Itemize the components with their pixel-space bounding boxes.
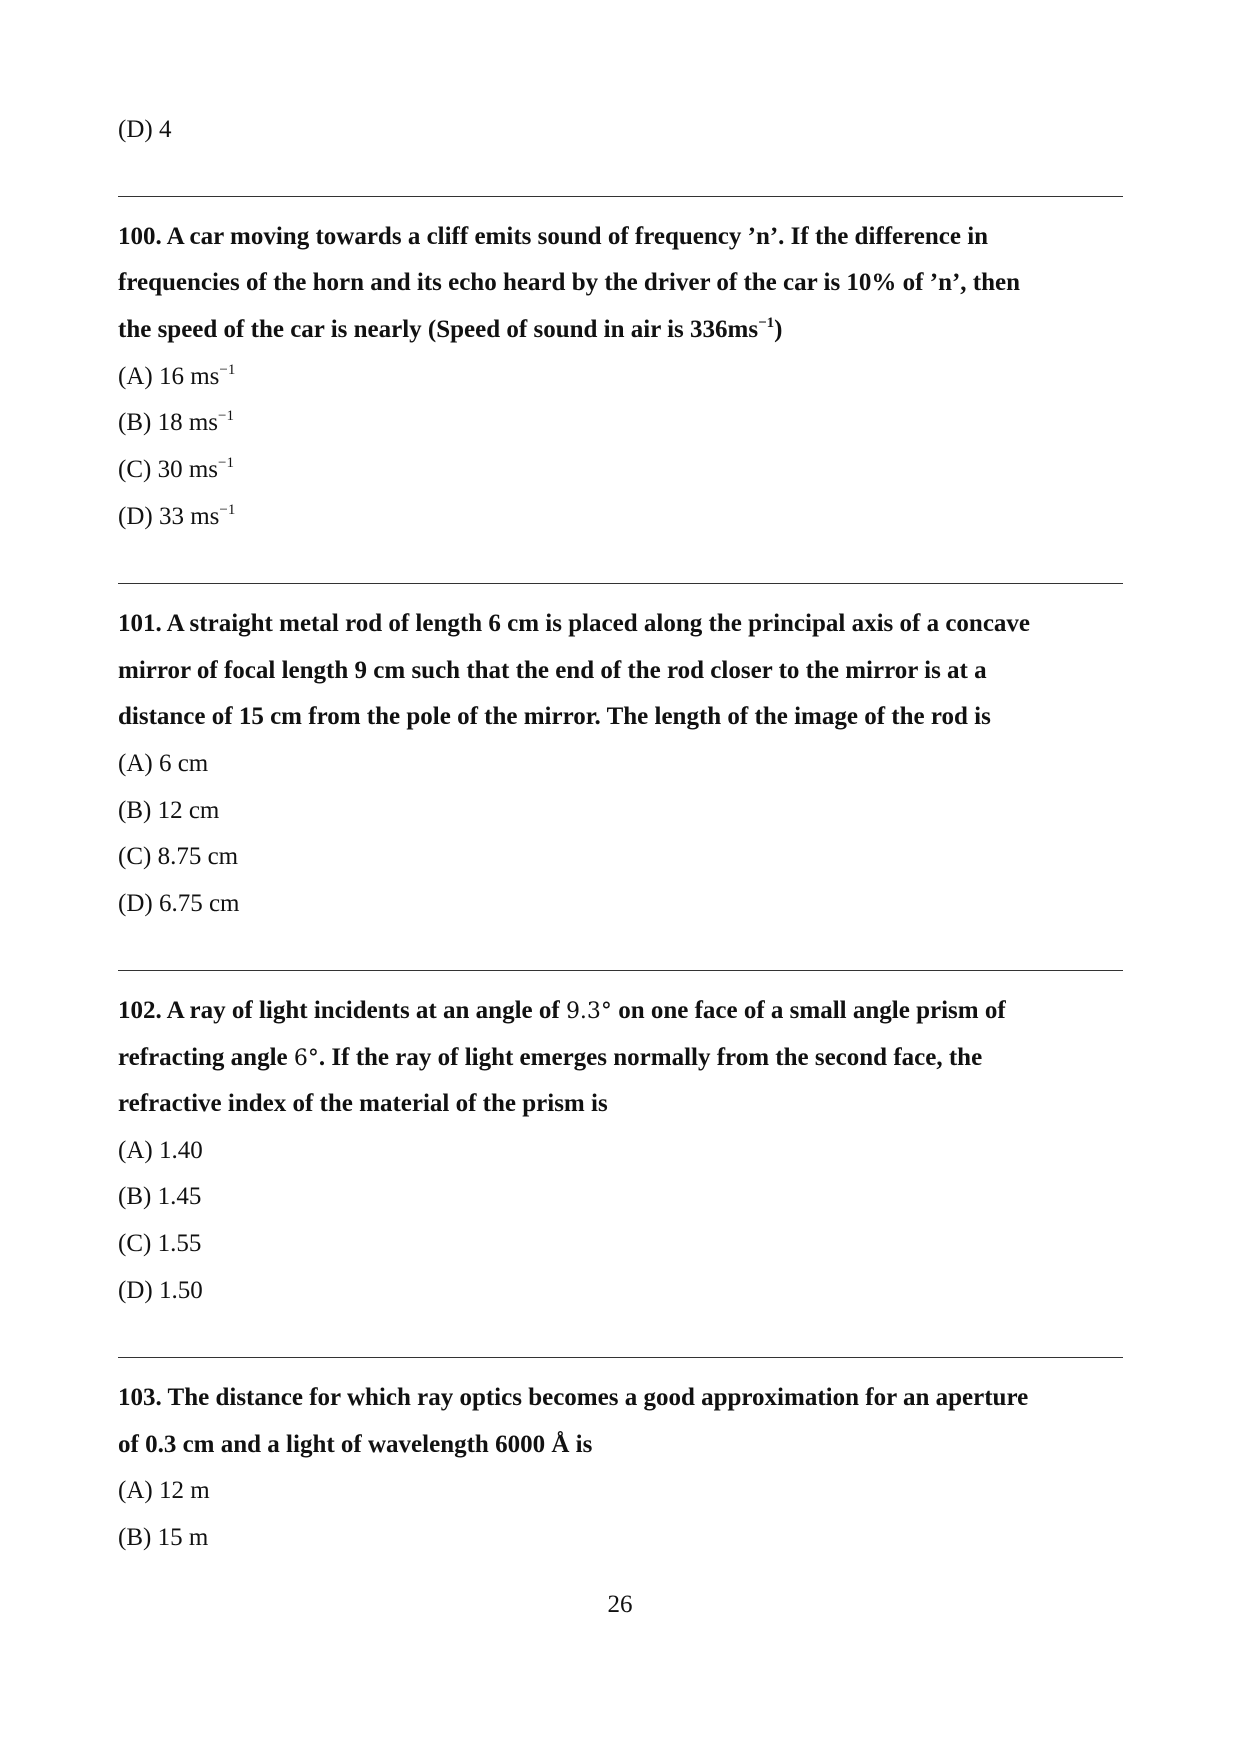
option-c: (C) 1.55 bbox=[118, 1230, 202, 1257]
angle-value: 6° bbox=[293, 1046, 319, 1071]
option-d-prev: (D) 4 bbox=[118, 116, 172, 143]
option-d: (D) 6.75 cm bbox=[118, 890, 240, 917]
option-c: (C) 30 $ms^{-1}$ bbox=[118, 455, 234, 483]
question-text: frequencies of the horn and its echo heard by the driver of the car is 10% of ’n’, then bbox=[118, 269, 1021, 296]
question-text: 103. The distance for which ray optics becomes a good approximation for an aperture bbox=[118, 1384, 1029, 1411]
option-a: (A) 6 cm bbox=[118, 750, 209, 777]
option-d: (D) 1.50 bbox=[118, 1277, 203, 1304]
option-c: (C) 8.75 cm bbox=[118, 843, 239, 870]
divider bbox=[118, 970, 1123, 971]
option-b: (B) 18 $ms^{-1}$ bbox=[118, 408, 234, 436]
question-text: 100. A car moving towards a cliff emits sound of frequency ’n’. If the difference in bbox=[118, 223, 989, 250]
question-text: refracting angle 6°. If the ray of light emerges normally from the second face, the bbox=[118, 1044, 983, 1071]
option-a: (A) 12 m bbox=[118, 1477, 210, 1504]
question-text: mirror of focal length 9 cm such that the end of the rod closer to the mirror is at a bbox=[118, 657, 987, 684]
question-text: the speed of the car is nearly (Speed of sound in air is $336ms^{-1}$) bbox=[118, 315, 783, 343]
page-number: 26 bbox=[607, 1591, 633, 1618]
option-a: (A) 1.40 bbox=[118, 1137, 203, 1164]
question-text: 101. A straight metal rod of length 6 cm is placed along the principal axis of a concave bbox=[118, 610, 1031, 637]
divider bbox=[118, 1357, 1123, 1358]
divider bbox=[118, 583, 1123, 584]
option-b: (B) 1.45 bbox=[118, 1183, 202, 1210]
divider bbox=[118, 196, 1123, 197]
question-text: refractive index of the material of the prism is bbox=[118, 1090, 608, 1117]
option-a: (A) 16 $ms^{-1}$ bbox=[118, 362, 236, 390]
question-text: 102. A ray of light incidents at an angle of 9.3° on one face of a small angle prism of bbox=[118, 997, 1006, 1024]
option-b: (B) 12 cm bbox=[118, 797, 220, 824]
question-text: distance of 15 cm from the pole of the mirror. The length of the image of the rod is bbox=[118, 703, 991, 730]
angle-value: 9.3° bbox=[565, 999, 612, 1024]
question-text: of 0.3 cm and a light of wavelength 6000 Å is bbox=[118, 1431, 593, 1458]
option-b: (B) 15 m bbox=[118, 1524, 209, 1551]
option-d: (D) 33 $ms^{-1}$ bbox=[118, 502, 236, 530]
